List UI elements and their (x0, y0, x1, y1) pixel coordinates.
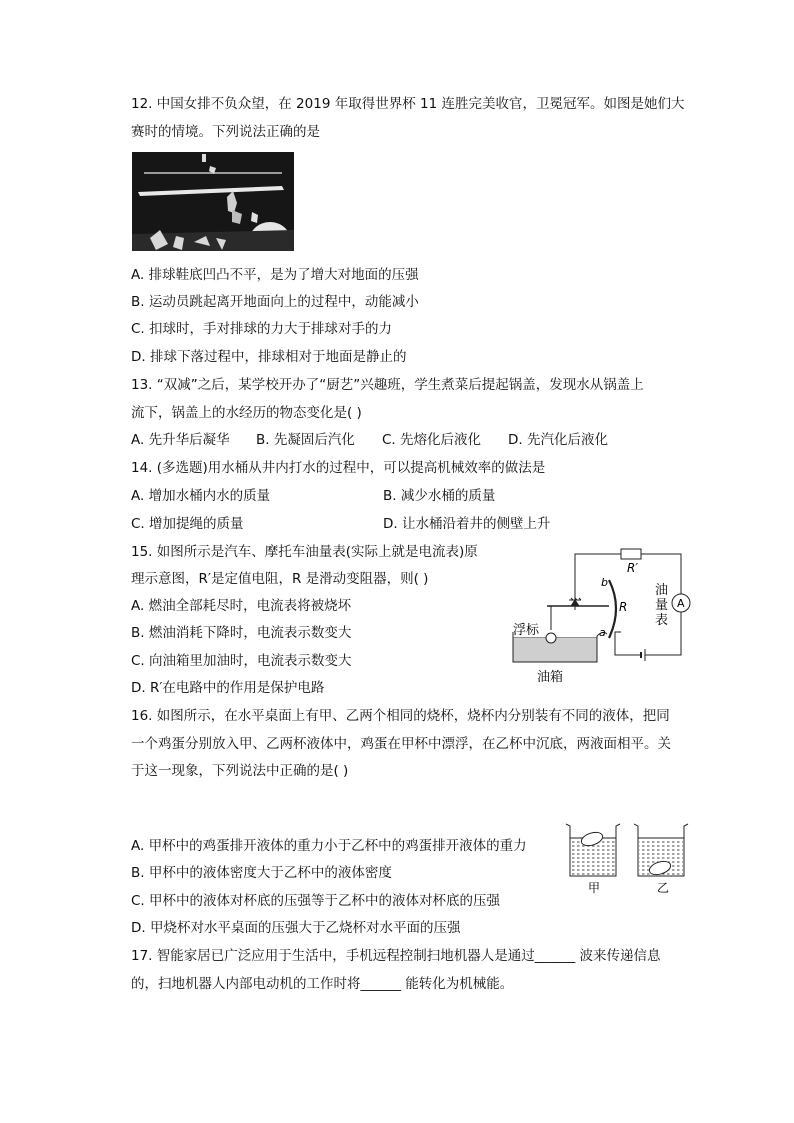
label-r-prime: R′ (627, 561, 639, 575)
q14-option-a: A. 增加水桶内水的质量 (131, 488, 271, 504)
label-float: 浮标 (513, 623, 540, 638)
volleyball-photo-art (132, 152, 294, 251)
label-tank: 油箱 (537, 670, 564, 685)
q12-option-c: C. 扣球时，手对排球的力大于排球对手的力 (131, 321, 393, 337)
label-yi: 乙 (657, 881, 670, 895)
q15-option-b: B. 燃油消耗下降时，电流表示数变大 (131, 625, 352, 641)
label-meter-char-2: 量 (655, 598, 669, 613)
volleyball-photo (132, 152, 294, 251)
q16-stem-line3: 于这一现象，下列说法中正确的是( ) (131, 763, 349, 779)
q16-option-d: D. 甲烧杯对水平桌面的压强大于乙烧杯对水平面的压强 (131, 920, 461, 936)
label-b: b (601, 576, 608, 589)
q14-option-c: C. 增加提绳的质量 (131, 516, 244, 532)
label-meter-char-3: 表 (655, 613, 669, 628)
q15-stem-line2: 理示意图，R′是定值电阻，R 是滑动变阻器，则( ) (131, 571, 429, 587)
beakers-svg (562, 820, 692, 900)
q12-stem-line2: 赛时的情境。下列说法正确的是 (131, 124, 320, 140)
variable-resistor-arc (609, 580, 616, 638)
beakers-diagram (562, 820, 692, 900)
float-symbol (546, 633, 556, 643)
q13-option-b: B. 先凝固后汽化 (256, 432, 355, 448)
q16-option-c: C. 甲杯中的液体对杯底的压强等于乙杯中的液体对杯底的压强 (131, 893, 501, 909)
q15-option-d: D. R′在电路中的作用是保护电路 (131, 680, 325, 696)
q14-option-b: B. 减少水桶的质量 (383, 488, 496, 504)
q13-option-d: D. 先汽化后液化 (508, 432, 608, 448)
q15-option-c: C. 向油箱里加油时，电流表示数变大 (131, 653, 352, 669)
q13-stem-line2: 流下，锅盖上的水经历的物态变化是( ) (131, 405, 362, 421)
q13-option-a: A. 先升华后凝华 (131, 432, 230, 448)
q16-option-a: A. 甲杯中的鸡蛋排开液体的重力小于乙杯中的鸡蛋排开液体的重力 (131, 838, 527, 854)
fuel-gauge-circuit-diagram (505, 542, 695, 688)
q16-option-b: B. 甲杯中的液体密度大于乙杯中的液体密度 (131, 865, 392, 881)
fuel-gauge-circuit-svg (505, 542, 695, 688)
q15-stem-line1: 15. 如图所示是汽车、摩托车油量表(实际上就是电流表)原 (131, 544, 478, 560)
q17-stem-line1: 17. 智能家居已广泛应用于生活中，手机远程控制扫地机器人是通过______ 波来传递信息 (131, 948, 661, 964)
q12-option-a: A. 排球鞋底凹凸不平，是为了增大对地面的压强 (131, 267, 419, 283)
q13-option-c: C. 先熔化后液化 (382, 432, 482, 448)
label-jia: 甲 (588, 881, 601, 895)
q14-stem: 14. (多选题)用水桶从井内打水的过程中，可以提高机械效率的做法是 (131, 460, 546, 476)
label-meter-char-1: 油 (655, 583, 669, 598)
q14-option-d: D. 让水桶沿着井的侧壁上升 (383, 516, 551, 532)
q16-stem-line1: 16. 如图所示，在水平桌面上有甲、乙两个相同的烧杯，烧杯内分别装有不同的液体，把同 (131, 708, 670, 724)
q13-stem-line1: 13. “双减”之后，某学校开办了“厨艺”兴趣班，学生煮菜后提起锅盖，发现水从锅盖上 (131, 377, 644, 393)
q16-stem-line2: 一个鸡蛋分别放入甲、乙两杯液体中，鸡蛋在甲杯中漂浮，在乙杯中沉底，两液面相平。关 (131, 736, 671, 752)
label-r: R (619, 600, 628, 614)
q17-stem-line2: 的，扫地机器人内部电动机的工作时将______ 能转化为机械能。 (131, 976, 514, 992)
q15-option-a: A. 燃油全部耗尽时，电流表将被烧坏 (131, 598, 352, 614)
q12-option-b: B. 运动员跳起离开地面向上的过程中，动能减小 (131, 294, 419, 310)
label-ammeter: A (677, 597, 685, 610)
label-a: a (599, 626, 606, 639)
q12-option-d: D. 排球下落过程中，排球相对于地面是静止的 (131, 349, 407, 365)
q12-stem-line1: 12. 中国女排不负众望，在 2019 年取得世界杯 11 连胜完美收官，卫冕冠军。如图是她们大 (131, 96, 685, 112)
fixed-resistor-symbol (621, 549, 641, 559)
